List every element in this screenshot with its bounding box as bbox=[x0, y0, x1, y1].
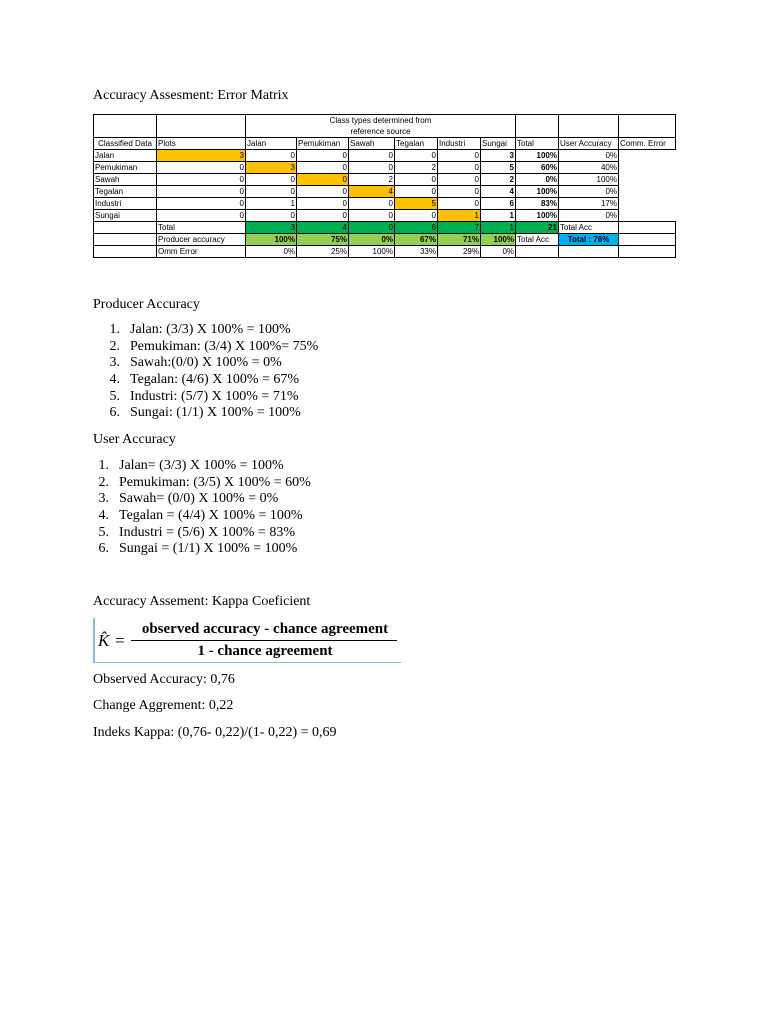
list-text: Industri: (5/7) X 100% = 71% bbox=[130, 388, 299, 404]
list-number: 2. bbox=[109, 338, 120, 354]
total-cell: 7 bbox=[438, 222, 481, 234]
error-matrix-table bbox=[93, 114, 676, 258]
matrix-cell: 0 bbox=[438, 174, 481, 186]
list-item bbox=[89, 508, 311, 525]
col-header: Sungai bbox=[481, 138, 516, 150]
kappa-formula bbox=[93, 618, 401, 663]
list-text: Sawah:(0/0) X 100% = 0% bbox=[130, 355, 282, 371]
col-header: Comm. Error bbox=[619, 138, 676, 150]
user-accuracy-heading: User Accuracy bbox=[93, 432, 176, 447]
row-total-cell: 4 bbox=[481, 186, 516, 198]
matrix-row bbox=[94, 162, 676, 174]
col-header: Plots bbox=[157, 138, 246, 150]
matrix-cell: 0 bbox=[297, 162, 349, 174]
row-total-cell: 5 bbox=[481, 162, 516, 174]
col-header: User Accuracy bbox=[559, 138, 619, 150]
matrix-cell: 1 bbox=[438, 210, 481, 222]
matrix-cell: 0 bbox=[297, 210, 349, 222]
list-item bbox=[100, 372, 318, 389]
matrix-cell: 0 bbox=[246, 150, 297, 162]
matrix-corner bbox=[94, 115, 157, 138]
matrix-cell: 0 bbox=[438, 150, 481, 162]
matrix-row bbox=[94, 174, 676, 186]
col-header: Pemukiman bbox=[297, 138, 349, 150]
total-acc-note: Total Acc bbox=[516, 234, 559, 246]
matrix-cell: 0 bbox=[395, 174, 438, 186]
col-header: Tegalan bbox=[395, 138, 438, 150]
matrix-cell: 0 bbox=[157, 186, 246, 198]
matrix-cell: 2 bbox=[349, 174, 395, 186]
column-header-row bbox=[94, 138, 676, 150]
row-label: Tegalan bbox=[94, 186, 157, 198]
kappa-index-text: Indeks Kappa: (0,76- 0,22)/(1- 0,22) = 0,69 bbox=[93, 725, 337, 740]
matrix-cell: 4 bbox=[349, 186, 395, 198]
list-item bbox=[100, 389, 318, 406]
row-label: Sungai bbox=[94, 210, 157, 222]
list-number: 6. bbox=[109, 405, 120, 421]
comm-error-cell: 100% bbox=[559, 174, 619, 186]
matrix-cell: 0 bbox=[438, 198, 481, 210]
matrix-blank bbox=[157, 115, 246, 138]
list-item bbox=[89, 475, 311, 492]
matrix-cell: 0 bbox=[349, 150, 395, 162]
matrix-cell: 0 bbox=[297, 150, 349, 162]
omm-error-row bbox=[94, 246, 676, 258]
list-text: Pemukiman: (3/5) X 100% = 60% bbox=[119, 474, 311, 490]
producer-accuracy-list bbox=[100, 322, 318, 422]
matrix-cell: 0 bbox=[349, 162, 395, 174]
matrix-cell: 0 bbox=[395, 150, 438, 162]
producer-cell: 71% bbox=[438, 234, 481, 246]
matrix-cell: 0 bbox=[349, 198, 395, 210]
list-item bbox=[100, 355, 318, 372]
list-number: 5. bbox=[98, 524, 109, 540]
matrix-blank bbox=[619, 222, 676, 234]
omm-cell: 100% bbox=[349, 246, 395, 258]
row-label: Producer accuracy bbox=[157, 234, 246, 246]
total-cell: 6 bbox=[395, 222, 438, 234]
col-header: Total bbox=[516, 138, 559, 150]
matrix-blank bbox=[516, 115, 559, 138]
matrix-blank bbox=[94, 246, 157, 258]
matrix-cell: 3 bbox=[157, 150, 246, 162]
list-item bbox=[100, 322, 318, 339]
col-header: Jalan bbox=[246, 138, 297, 150]
producer-cell: 67% bbox=[395, 234, 438, 246]
matrix-row bbox=[94, 186, 676, 198]
omm-cell: 29% bbox=[438, 246, 481, 258]
matrix-cell: 0 bbox=[395, 186, 438, 198]
user-accuracy-cell: 100% bbox=[516, 210, 559, 222]
matrix-blank bbox=[94, 234, 157, 246]
comm-error-cell: 0% bbox=[559, 186, 619, 198]
matrix-row bbox=[94, 150, 676, 162]
matrix-cell: 2 bbox=[395, 162, 438, 174]
matrix-cell: 0 bbox=[395, 210, 438, 222]
row-label: Industri bbox=[94, 198, 157, 210]
total-cell: 4 bbox=[297, 222, 349, 234]
list-number: 3. bbox=[109, 355, 120, 371]
list-item bbox=[89, 541, 311, 558]
matrix-cell: 0 bbox=[157, 198, 246, 210]
matrix-cell: 3 bbox=[246, 162, 297, 174]
fraction-bar bbox=[131, 640, 397, 641]
change-agreement-text: Change Aggrement: 0,22 bbox=[93, 698, 234, 713]
matrix-cell: 5 bbox=[395, 198, 438, 210]
matrix-blank bbox=[619, 115, 676, 138]
matrix-cell: 0 bbox=[157, 210, 246, 222]
list-number: 6. bbox=[98, 541, 109, 557]
row-label: Omm Error bbox=[157, 246, 246, 258]
omm-cell: 33% bbox=[395, 246, 438, 258]
col-header: Industri bbox=[438, 138, 481, 150]
list-number: 4. bbox=[98, 508, 109, 524]
row-label: Jalan bbox=[94, 150, 157, 162]
omm-cell: 25% bbox=[297, 246, 349, 258]
list-item bbox=[89, 525, 311, 542]
matrix-blank bbox=[559, 246, 619, 258]
list-number: 1. bbox=[98, 458, 109, 473]
list-number: 4. bbox=[109, 372, 120, 388]
matrix-row bbox=[94, 198, 676, 210]
row-total-cell: 3 bbox=[481, 150, 516, 162]
matrix-cell: 0 bbox=[297, 186, 349, 198]
formula-numerator: observed accuracy - chance agreement bbox=[141, 621, 389, 637]
user-accuracy-cell: 83% bbox=[516, 198, 559, 210]
producer-cell: 0% bbox=[349, 234, 395, 246]
total-row bbox=[94, 222, 676, 234]
matrix-header-row bbox=[94, 115, 676, 138]
producer-cell: 100% bbox=[246, 234, 297, 246]
matrix-cell: 1 bbox=[246, 198, 297, 210]
matrix-blank bbox=[559, 115, 619, 138]
reference-source-line-2: reference source bbox=[350, 127, 411, 136]
matrix-cell: 0 bbox=[157, 162, 246, 174]
list-item bbox=[100, 405, 318, 422]
row-label: Sawah bbox=[94, 174, 157, 186]
list-number: 2. bbox=[98, 474, 109, 490]
matrix-cell: 0 bbox=[297, 198, 349, 210]
list-number: 3. bbox=[98, 491, 109, 507]
row-total-cell: 6 bbox=[481, 198, 516, 210]
omm-cell: 0% bbox=[481, 246, 516, 258]
list-text: Jalan= (3/3) X 100% = 100% bbox=[119, 458, 284, 473]
matrix-cell: 0 bbox=[297, 174, 349, 186]
kappa-heading: Accuracy Assement: Kappa Coeficient bbox=[93, 594, 311, 609]
matrix-cell: 0 bbox=[157, 174, 246, 186]
row-label: Pemukiman bbox=[94, 162, 157, 174]
user-accuracy-cell: 100% bbox=[516, 150, 559, 162]
list-text: Sawah= (0/0) X 100% = 0% bbox=[119, 491, 279, 507]
matrix-cell: 0 bbox=[349, 210, 395, 222]
matrix-blank bbox=[94, 222, 157, 234]
row-total-cell: 2 bbox=[481, 174, 516, 186]
matrix-blank bbox=[516, 246, 559, 258]
matrix-cell: 0 bbox=[438, 162, 481, 174]
producer-cell: 100% bbox=[481, 234, 516, 246]
total-accuracy-cell: Total : 76% bbox=[559, 234, 619, 246]
comm-error-cell: 0% bbox=[559, 150, 619, 162]
list-text: Sungai = (1/1) X 100% = 100% bbox=[119, 541, 298, 557]
matrix-cell: 0 bbox=[246, 186, 297, 198]
error-matrix-heading: Accuracy Assesment: Error Matrix bbox=[93, 88, 289, 103]
matrix-blank bbox=[619, 246, 676, 258]
total-cell: 1 bbox=[481, 222, 516, 234]
list-text: Sungai: (1/1) X 100% = 100% bbox=[130, 405, 301, 421]
user-accuracy-cell: 60% bbox=[516, 162, 559, 174]
comm-error-cell: 17% bbox=[559, 198, 619, 210]
reference-source-line-1: Class types determined from bbox=[329, 116, 432, 125]
matrix-cell: 0 bbox=[246, 210, 297, 222]
list-text: Pemukiman: (3/4) X 100%= 75% bbox=[130, 338, 319, 354]
matrix-cell: 0 bbox=[246, 174, 297, 186]
list-number: 1. bbox=[109, 322, 120, 337]
producer-cell: 75% bbox=[297, 234, 349, 246]
list-number: 5. bbox=[109, 388, 120, 404]
total-cell: 3 bbox=[246, 222, 297, 234]
list-item bbox=[89, 491, 311, 508]
list-text: Tegalan: (4/6) X 100% = 67% bbox=[130, 372, 300, 388]
user-accuracy-cell: 100% bbox=[516, 186, 559, 198]
list-text: Industri = (5/6) X 100% = 83% bbox=[119, 524, 295, 540]
matrix-blank bbox=[619, 234, 676, 246]
comm-error-cell: 40% bbox=[559, 162, 619, 174]
omm-cell: 0% bbox=[246, 246, 297, 258]
user-accuracy-list bbox=[89, 458, 311, 558]
total-cell: 0 bbox=[349, 222, 395, 234]
total-acc-note: Total Acc bbox=[559, 222, 619, 234]
classified-data-label: Classified Data bbox=[94, 138, 157, 150]
matrix-cell: 0 bbox=[438, 186, 481, 198]
formula-denominator: 1 - chance agreement bbox=[197, 643, 333, 659]
comm-error-cell: 0% bbox=[559, 210, 619, 222]
grand-total-cell: 21 bbox=[516, 222, 559, 234]
producer-accuracy-row bbox=[94, 234, 676, 246]
list-item bbox=[89, 458, 311, 475]
list-text: Tegalan = (4/4) X 100% = 100% bbox=[119, 508, 303, 524]
list-item bbox=[100, 339, 318, 356]
formula-equals: = bbox=[115, 631, 125, 650]
user-accuracy-cell: 0% bbox=[516, 174, 559, 186]
row-label: Total bbox=[157, 222, 246, 234]
observed-accuracy-text: Observed Accuracy: 0,76 bbox=[93, 672, 235, 687]
kappa-symbol: K̂ bbox=[98, 631, 110, 650]
row-total-cell: 1 bbox=[481, 210, 516, 222]
reference-source-header bbox=[246, 115, 516, 138]
list-text: Jalan: (3/3) X 100% = 100% bbox=[130, 322, 291, 337]
matrix-row bbox=[94, 210, 676, 222]
producer-accuracy-heading: Producer Accuracy bbox=[93, 297, 200, 312]
col-header: Sawah bbox=[349, 138, 395, 150]
